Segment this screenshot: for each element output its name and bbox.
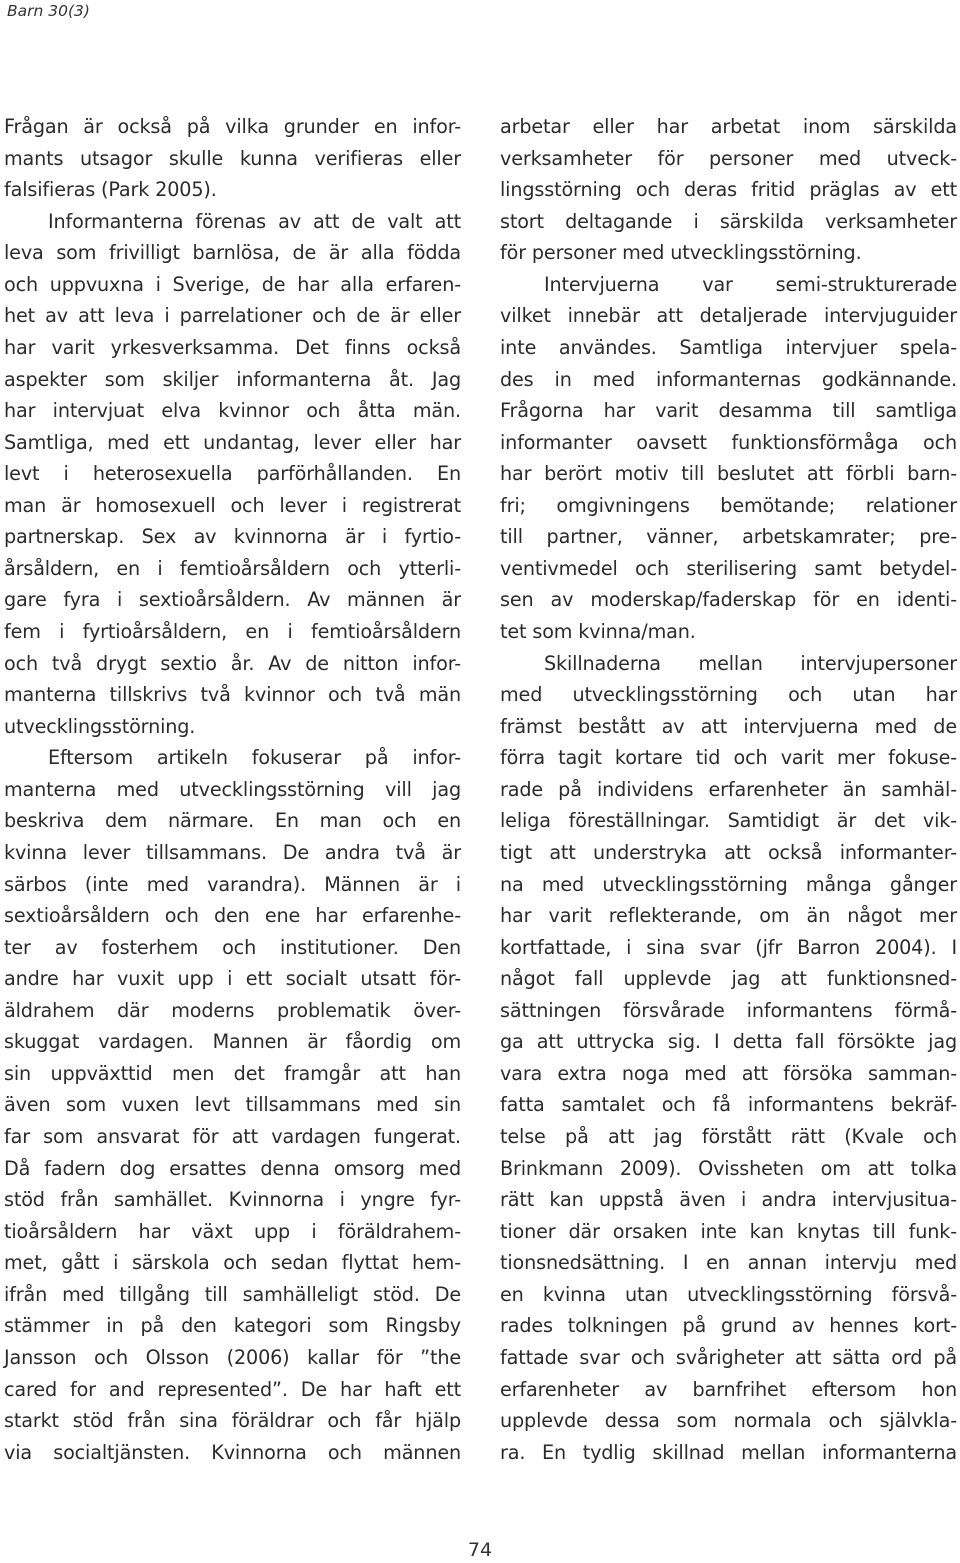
text-line: aspekter som skiljer informanterna åt. Jag — [4, 367, 461, 391]
text-line: leva som frivilligt barnlösa, de är alla födda — [4, 241, 461, 265]
page-number: 74 — [467, 1539, 493, 1561]
text-line: Frågan är också på vilka grunder en infor- — [4, 115, 461, 138]
text-line: fri; omgivningens bemötande; relationer — [500, 493, 957, 517]
text-line: för personer med utvecklingsstörning. — [500, 241, 862, 265]
text-line: till partner, vänner, arbetskamrater; pre- — [500, 525, 957, 549]
text-line: andre har vuxit upp i ett socialt utsatt för- — [4, 967, 461, 991]
text-line: och två drygt sextio år. Av de nitton infor- — [4, 651, 461, 675]
text-line: leliga föreställningar. Samtidigt är det vik- — [500, 809, 957, 833]
text-line: har varit reflekterande, om än något mer — [500, 904, 957, 928]
text-line: cared for and represented”. De har haft ett — [4, 1377, 461, 1401]
text-line: sin uppväxttid men det framgår att han — [4, 1061, 461, 1085]
text-line: starkt stöd från sina föräldrar och får hjälp — [4, 1409, 461, 1433]
text-line: partnerskap. Sex av kvinnorna är i fyrtio- — [4, 525, 461, 549]
text-line: verksamheter för personer med utveck- — [500, 146, 957, 170]
text-line: inte användes. Samtliga intervjuer spela- — [500, 335, 957, 359]
text-line: Intervjuerna var semi-strukturerade — [544, 272, 957, 296]
text-line: Samtliga, med ett undantag, lever eller har — [4, 430, 461, 454]
text-line: des in med informanternas godkännande. — [500, 367, 957, 391]
text-line: även som vuxen levt tillsammans med sin — [4, 1093, 461, 1117]
text-line: arbetar eller har arbetat inom särskilda — [500, 115, 957, 138]
text-line: tioner där orsaken inte kan knytas till funk- — [500, 1219, 957, 1243]
text-line: Brinkmann 2009). Ovissheten om att tolka — [500, 1156, 957, 1180]
text-line: förra tagit kortare tid och varit mer fokuse- — [500, 746, 957, 770]
text-line: via socialtjänsten. Kvinnorna och männen — [4, 1440, 461, 1464]
text-line: gare fyra i sextioårsåldern. Av männen är — [4, 588, 461, 612]
text-line: tionsnedsättning. I en annan intervju med — [500, 1251, 957, 1275]
text-line: vara extra noga med att försöka samman- — [500, 1061, 957, 1085]
text-line: manterna tillskrivs två kvinnor och två män — [4, 683, 461, 707]
text-line: Jansson och Olsson (2006) kallar för ”the — [4, 1345, 461, 1369]
text-line: far som ansvarat för att vardagen fungerat. — [4, 1125, 461, 1148]
text-line: ter av fosterhem och institutioner. Den — [4, 935, 461, 959]
text-line: sen av moderskap/faderskap för en identi- — [500, 588, 957, 612]
text-line: utvecklingsstörning. — [4, 714, 196, 738]
text-line: Informanterna förenas av att de valt att — [48, 209, 461, 233]
text-line: met, gått i särskola och sedan flyttat hem- — [4, 1251, 461, 1275]
text-line: skuggat vardagen. Mannen är fåordig om — [4, 1030, 461, 1054]
text-line: Frågorna har varit desamma till samtliga — [500, 399, 957, 423]
text-line: falsifieras (Park 2005). — [4, 178, 217, 202]
text-line: rätt kan uppstå även i andra intervjusitua- — [500, 1188, 957, 1212]
text-line: ra. En tydlig skillnad mellan informanterna — [500, 1440, 957, 1464]
text-line: tioårsåldern har växt upp i föräldrahem- — [4, 1219, 461, 1243]
text-line: rade på individens erfarenheter än samhäl- — [500, 777, 957, 801]
text-line: sextioårsåldern och den ene har erfarenhe- — [4, 904, 461, 928]
text-line: Eftersom artikeln fokuserar på infor- — [48, 746, 461, 770]
text-line: har berört motiv till beslutet att förbli barn- — [500, 462, 957, 486]
text-line: ifrån med tillgång till samhälleligt stöd. De — [4, 1282, 461, 1306]
text-line: lingsstörning och deras fritid präglas av ett — [500, 178, 957, 202]
text-line: har varit yrkesverksamma. Det finns också — [4, 335, 461, 359]
running-head: Barn 30(3) — [7, 2, 90, 20]
text-line: vilket innebär att detaljerade intervjuguider — [500, 304, 957, 328]
text-line: na med utvecklingsstörning många gånger — [500, 872, 957, 896]
text-line: beskriva dem närmare. En man och en — [4, 809, 461, 833]
text-line: stort deltagande i särskilda verksamheter — [500, 209, 957, 233]
text-line: kvinna lever tillsammans. De andra två är — [4, 840, 461, 864]
text-line: fem i fyrtioårsåldern, en i femtioårsåldern — [4, 620, 461, 643]
text-line: mants utsagor skulle kunna verifieras eller — [4, 146, 461, 170]
text-line: rades tolkningen på grund av hennes kort- — [500, 1314, 957, 1338]
text-line: levt i heterosexuella parförhållanden. En — [4, 462, 461, 486]
text-line: tet som kvinna/man. — [500, 620, 696, 643]
text-line: fattade svar och svårigheter att sätta ord på — [500, 1345, 957, 1369]
text-line: med utvecklingsstörning och utan har — [500, 683, 957, 707]
text-line: manterna med utvecklingsstörning vill jag — [4, 777, 461, 801]
text-line: erfarenheter av barnfrihet eftersom hon — [500, 1377, 957, 1401]
text-line: har intervjuat elva kvinnor och åtta män. — [4, 399, 461, 423]
text-line: främst bestått av att intervjuerna med de — [500, 714, 957, 738]
text-line: ga att uttrycka sig. I detta fall försökte jag — [500, 1030, 957, 1054]
text-line: Skillnaderna mellan intervjupersoner — [544, 651, 957, 675]
text-line: kortfattade, i sina svar (jfr Barron 2004). I — [500, 935, 957, 959]
text-line: årsåldern, en i femtioårsåldern och ytterli- — [4, 556, 461, 580]
text-line: informanter oavsett funktionsförmåga och — [500, 430, 957, 454]
left-column — [4, 111, 461, 1468]
text-line: ventivmedel och sterilisering samt betydel- — [500, 556, 957, 580]
text-line: stämmer in på den kategori som Ringsby — [4, 1314, 461, 1338]
text-line: och uppvuxna i Sverige, de har alla erfaren- — [4, 272, 461, 296]
text-line: äldrahem där moderns problematik över- — [4, 998, 461, 1022]
text-line: tigt att understryka att också informanter- — [500, 840, 957, 864]
text-line: fatta samtalet och få informantens bekräf- — [500, 1093, 957, 1117]
text-line: stöd från samhället. Kvinnorna i yngre fyr- — [4, 1188, 461, 1212]
text-line: Då fadern dog ersattes denna omsorg med — [4, 1156, 461, 1180]
text-line: en kvinna utan utvecklingsstörning försvå- — [500, 1282, 957, 1306]
text-line: sättningen försvårade informantens förmå- — [500, 998, 957, 1022]
text-line: upplevde dessa som normala och självkla- — [500, 1409, 957, 1433]
text-line: telse på att jag förstått rätt (Kvale och — [500, 1125, 957, 1148]
text-line: man är homosexuell och lever i registrerat — [4, 493, 461, 517]
right-column — [500, 111, 957, 1468]
text-line: het av att leva i parrelationer och de är eller — [4, 304, 461, 328]
text-line: något fall upplevde jag att funktionsned- — [500, 967, 957, 991]
text-line: särbos (inte med varandra). Männen är i — [4, 872, 461, 896]
